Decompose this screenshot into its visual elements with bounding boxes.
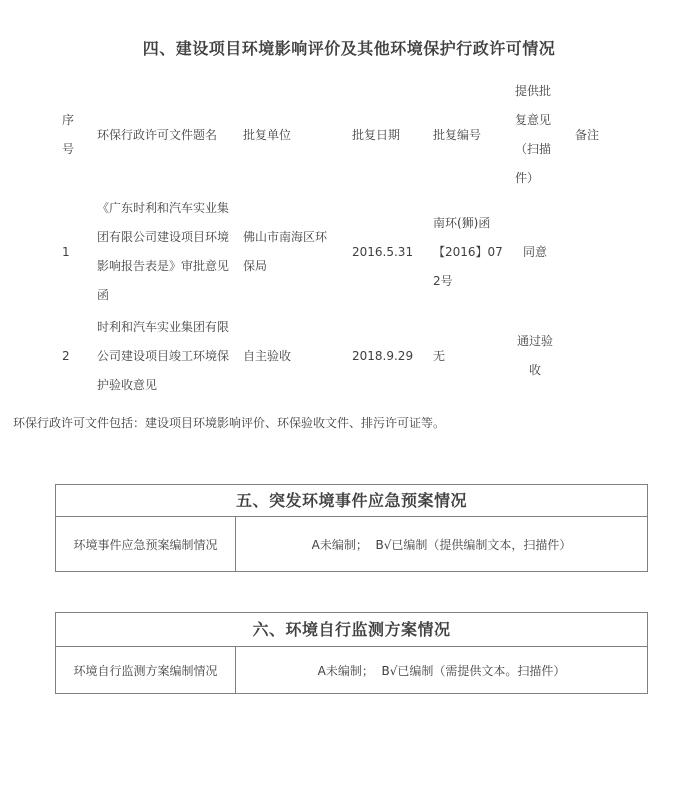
col-header-opinion: 提供批复意见（扫描件） [515, 84, 552, 185]
col-header-date: 批复日期 [352, 127, 401, 142]
col-header-remark: 备注 [575, 127, 600, 142]
row1-unit: 佛山市南海区环保局 [243, 230, 328, 273]
row1-no: 1 [62, 244, 70, 259]
section4-title: 四、建设项目环境影响评价及其他环境保护行政许可情况 [142, 39, 556, 58]
section5-title: 五、突发环境事件应急预案情况 [56, 485, 647, 517]
section6-row [56, 647, 647, 693]
row2-no: 2 [62, 348, 70, 363]
col-header-unit: 批复单位 [243, 127, 292, 142]
col-header-number: 批复编号 [433, 127, 482, 142]
row2-unit: 自主验收 [243, 348, 292, 363]
document-page [0, 36, 698, 797]
section5-value: A未编制； B√已编制（提供编制文本，扫描件） [311, 537, 572, 552]
section5-box [55, 484, 648, 572]
section6-value: A未编制； B√已编制（需提供文本。扫描件） [317, 663, 566, 678]
section6-title: 六、环境自行监测方案情况 [56, 613, 647, 647]
permits-header-row [55, 77, 645, 193]
row2-number: 无 [433, 348, 446, 363]
row2-opinion: 通过验收 [516, 334, 553, 377]
permits-note: 环保行政许可文件包括：建设项目环境影响评价、环保验收文件、排污许可证等。 [13, 416, 446, 430]
row1-date: 2016.5.31 [352, 244, 414, 259]
table-row [55, 193, 645, 311]
section6-box [55, 612, 648, 694]
row2-doc-title: 时利和汽车实业集团有限公司建设项目竣工环境保护验收意见 [97, 319, 230, 392]
section5-label: 环境事件应急预案编制情况 [56, 517, 236, 571]
row2-date: 2018.9.29 [352, 348, 414, 363]
table-row [55, 311, 645, 401]
row1-opinion: 同意 [522, 244, 547, 259]
row2-remark [573, 311, 645, 401]
section6-label: 环境自行监测方案编制情况 [56, 647, 236, 693]
row1-doc-title: 《广东时利和汽车实业集团有限公司建设项目环境影响报告表是》审批意见函 [97, 201, 230, 302]
col-header-doc-title: 环保行政许可文件题名 [97, 127, 218, 142]
row1-number: 南环(狮)函【2016】072号 [433, 215, 503, 288]
row1-remark [573, 193, 645, 311]
section5-row [56, 517, 647, 571]
col-header-no: 序号 [62, 113, 75, 156]
permits-table [55, 77, 645, 401]
